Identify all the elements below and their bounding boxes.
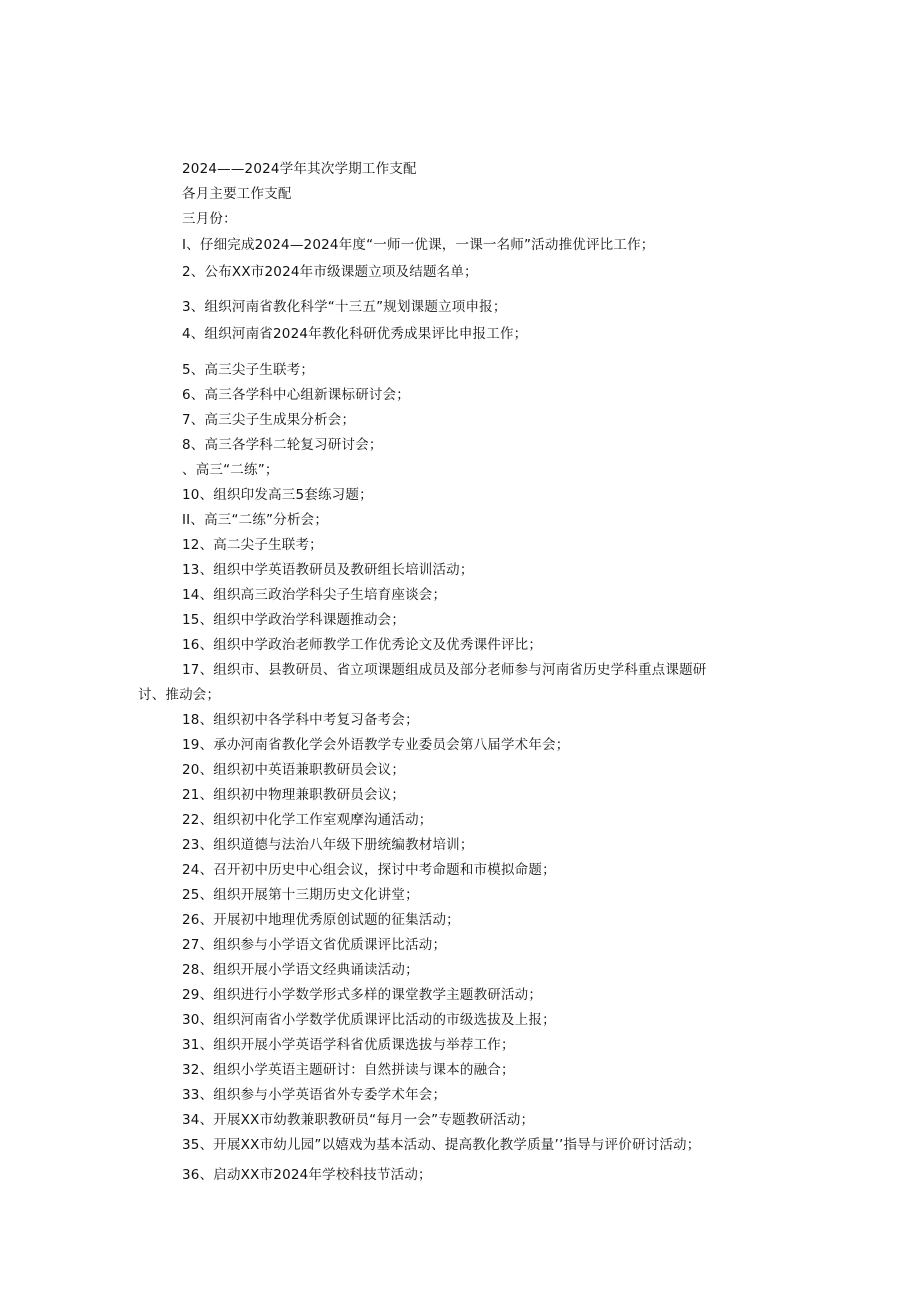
list-item: 19、承办河南省教化学会外语教学专业委员会第八届学术年会； — [182, 737, 570, 753]
list-item: II、高三“二练”分析会； — [182, 512, 329, 528]
list-item: 31、组织开展小学英语学科省优质课选拔与举荐工作； — [182, 1037, 515, 1053]
list-item: 27、组织参与小学语文省优质课评比活动； — [182, 937, 447, 953]
list-item: 28、组织开展小学语文经典诵读活动； — [182, 962, 419, 978]
list-item: 15、组织中学政治学科课题推动会； — [182, 612, 406, 628]
list-item: 30、组织河南省小学数学优质课评比活动的市级选拔及上报； — [182, 1012, 556, 1028]
list-item: 、高三“二练”； — [182, 462, 279, 478]
list-item: 6、高三各学科中心组新课标研讨会； — [182, 387, 410, 403]
month-heading: 三月份： — [182, 211, 237, 227]
list-item: 2、公布XX市2024年市级课题立项及结题名单； — [182, 264, 478, 280]
list-item: 21、组织初中物理兼职教研员会议； — [182, 787, 406, 803]
list-item: 16、组织中学政治老师教学工作优秀论文及优秀课件评比； — [182, 637, 543, 653]
list-item: 36、启动XX市2024年学校科技节活动； — [182, 1167, 432, 1183]
list-item: I、仔细完成2024—2024年度“一师一优课，一课一名师”活动推优评比工作； — [182, 237, 655, 253]
list-item: 18、组织初中各学科中考复习备考会； — [182, 712, 419, 728]
list-item: 25、组织开展第十三期历史文化讲堂； — [182, 887, 419, 903]
list-item: 17、组织市、县教研员、省立项课题组成员及部分老师参与河南省历史学科重点课题研 — [182, 662, 707, 678]
list-item: 5、高三尖子生联考； — [182, 362, 315, 378]
list-item: 7、高三尖子生成果分析会； — [182, 412, 356, 428]
list-item: 33、组织参与小学英语省外专委学术年会； — [182, 1087, 447, 1103]
list-item: 8、高三各学科二轮复习研讨会； — [182, 437, 383, 453]
list-item: 10、组织印发高三5套练习题； — [182, 487, 373, 503]
list-item: 32、组织小学英语主题研讨：自然拼读与课本的融合； — [182, 1062, 515, 1078]
list-item: 3、组织河南省教化科学“十三五”规划课题立项申报； — [182, 299, 507, 315]
document-subtitle: 各月主要工作支配 — [182, 186, 292, 202]
list-item: 13、组织中学英语教研员及教研组长培训活动； — [182, 562, 474, 578]
list-item: 12、高二尖子生联考； — [182, 537, 323, 553]
list-item: 24、召开初中历史中心组会议，探讨中考命题和市模拟命题； — [182, 862, 556, 878]
list-item: 23、组织道德与法治八年级下册统编教材培训； — [182, 837, 474, 853]
list-item: 14、组织高三政治学科尖子生培育座谈会； — [182, 587, 447, 603]
list-item-continuation: 讨、推动会； — [138, 687, 221, 703]
list-item: 4、组织河南省2024年教化科研优秀成果评比申报工作； — [182, 326, 528, 342]
list-item: 35、开展XX市幼儿园”以嬉戏为基本活动、提高教化教学质量’’指导与评价研讨活动； — [182, 1137, 701, 1153]
document-title: 2024——2024学年其次学期工作支配 — [182, 161, 417, 177]
list-item: 22、组织初中化学工作室观摩沟通活动； — [182, 812, 433, 828]
list-item: 34、开展XX市幼教兼职教研员“每月一会”专题教研活动； — [182, 1112, 535, 1128]
list-item: 29、组织进行小学数学形式多样的课堂教学主题教研活动； — [182, 987, 543, 1003]
list-item: 26、开展初中地理优秀原创试题的征集活动； — [182, 912, 460, 928]
list-item: 20、组织初中英语兼职教研员会议； — [182, 762, 406, 778]
